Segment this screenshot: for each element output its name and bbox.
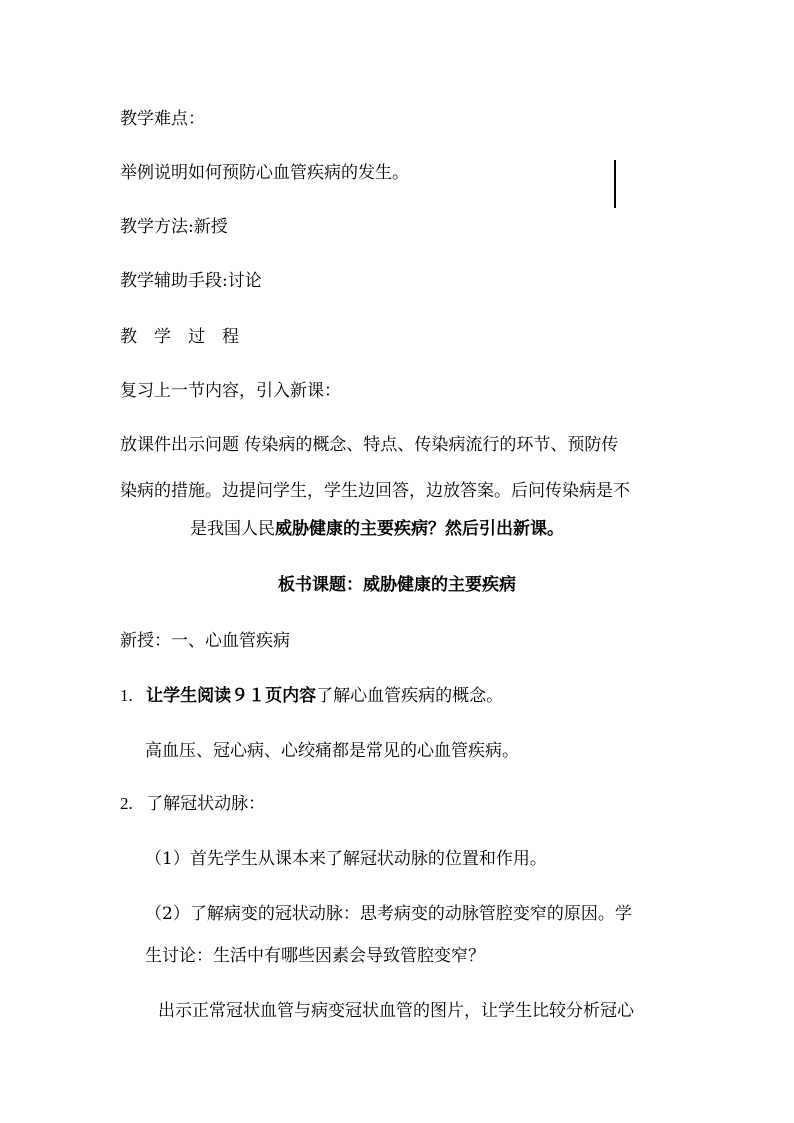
board-title: 板书课题：威胁健康的主要疾病	[278, 575, 516, 595]
review-line: 复习上一节内容，引入新课：	[120, 381, 341, 401]
teaching-aids: 教学辅助手段:讨论	[120, 271, 262, 291]
vertical-rule	[614, 160, 616, 208]
item-2-text: 了解冠状动脉：	[146, 794, 266, 814]
process-heading: 教 学 过 程	[120, 327, 239, 347]
item-2-b-line-2: 生讨论：生活中有哪些因素会导致管腔变窄？	[145, 946, 485, 966]
item-2-b-line-1: （2）了解病变的冠状动脉：思考病变的动脉管腔变窄的原因。学	[145, 904, 632, 924]
intro-line-3-normal: 是我国人民	[190, 519, 275, 539]
intro-line-2: 染病的措施。边提问学生，学生边回答，边放答案。后问传染病是不	[120, 481, 630, 501]
intro-line-1: 放课件出示问题 传染病的概念、特点、传染病流行的环节、预防传	[120, 435, 619, 455]
intro-line-3-bold: 威胁健康的主要疾病？然后引出新课。	[275, 519, 564, 539]
new-lesson-heading: 新授：一、心血管疾病	[120, 631, 290, 651]
item-1-sub: 高血压、冠心病、心绞痛都是常见的心血管疾病。	[145, 741, 519, 761]
difficulty-text: 举例说明如何预防心血管疾病的发生。	[120, 163, 409, 183]
difficulty-heading: 教学难点：	[120, 109, 205, 129]
intro-line-3	[190, 518, 564, 540]
item-1-rest: 了解心血管疾病的概念。	[316, 686, 504, 706]
item-1	[120, 685, 503, 707]
item-2	[120, 793, 265, 815]
item-2-number: 2.	[120, 794, 133, 813]
item-1-number: 1.	[120, 686, 133, 705]
item-2-a: （1）首先学生从课本来了解冠状动脉的位置和作用。	[145, 849, 547, 869]
item-2-c: 出示正常冠状血管与病变冠状血管的图片，让学生比较分析冠心	[158, 1001, 634, 1021]
item-1-bold: 让学生阅读９１页内容	[146, 686, 317, 706]
teaching-method: 教学方法:新授	[120, 217, 228, 237]
